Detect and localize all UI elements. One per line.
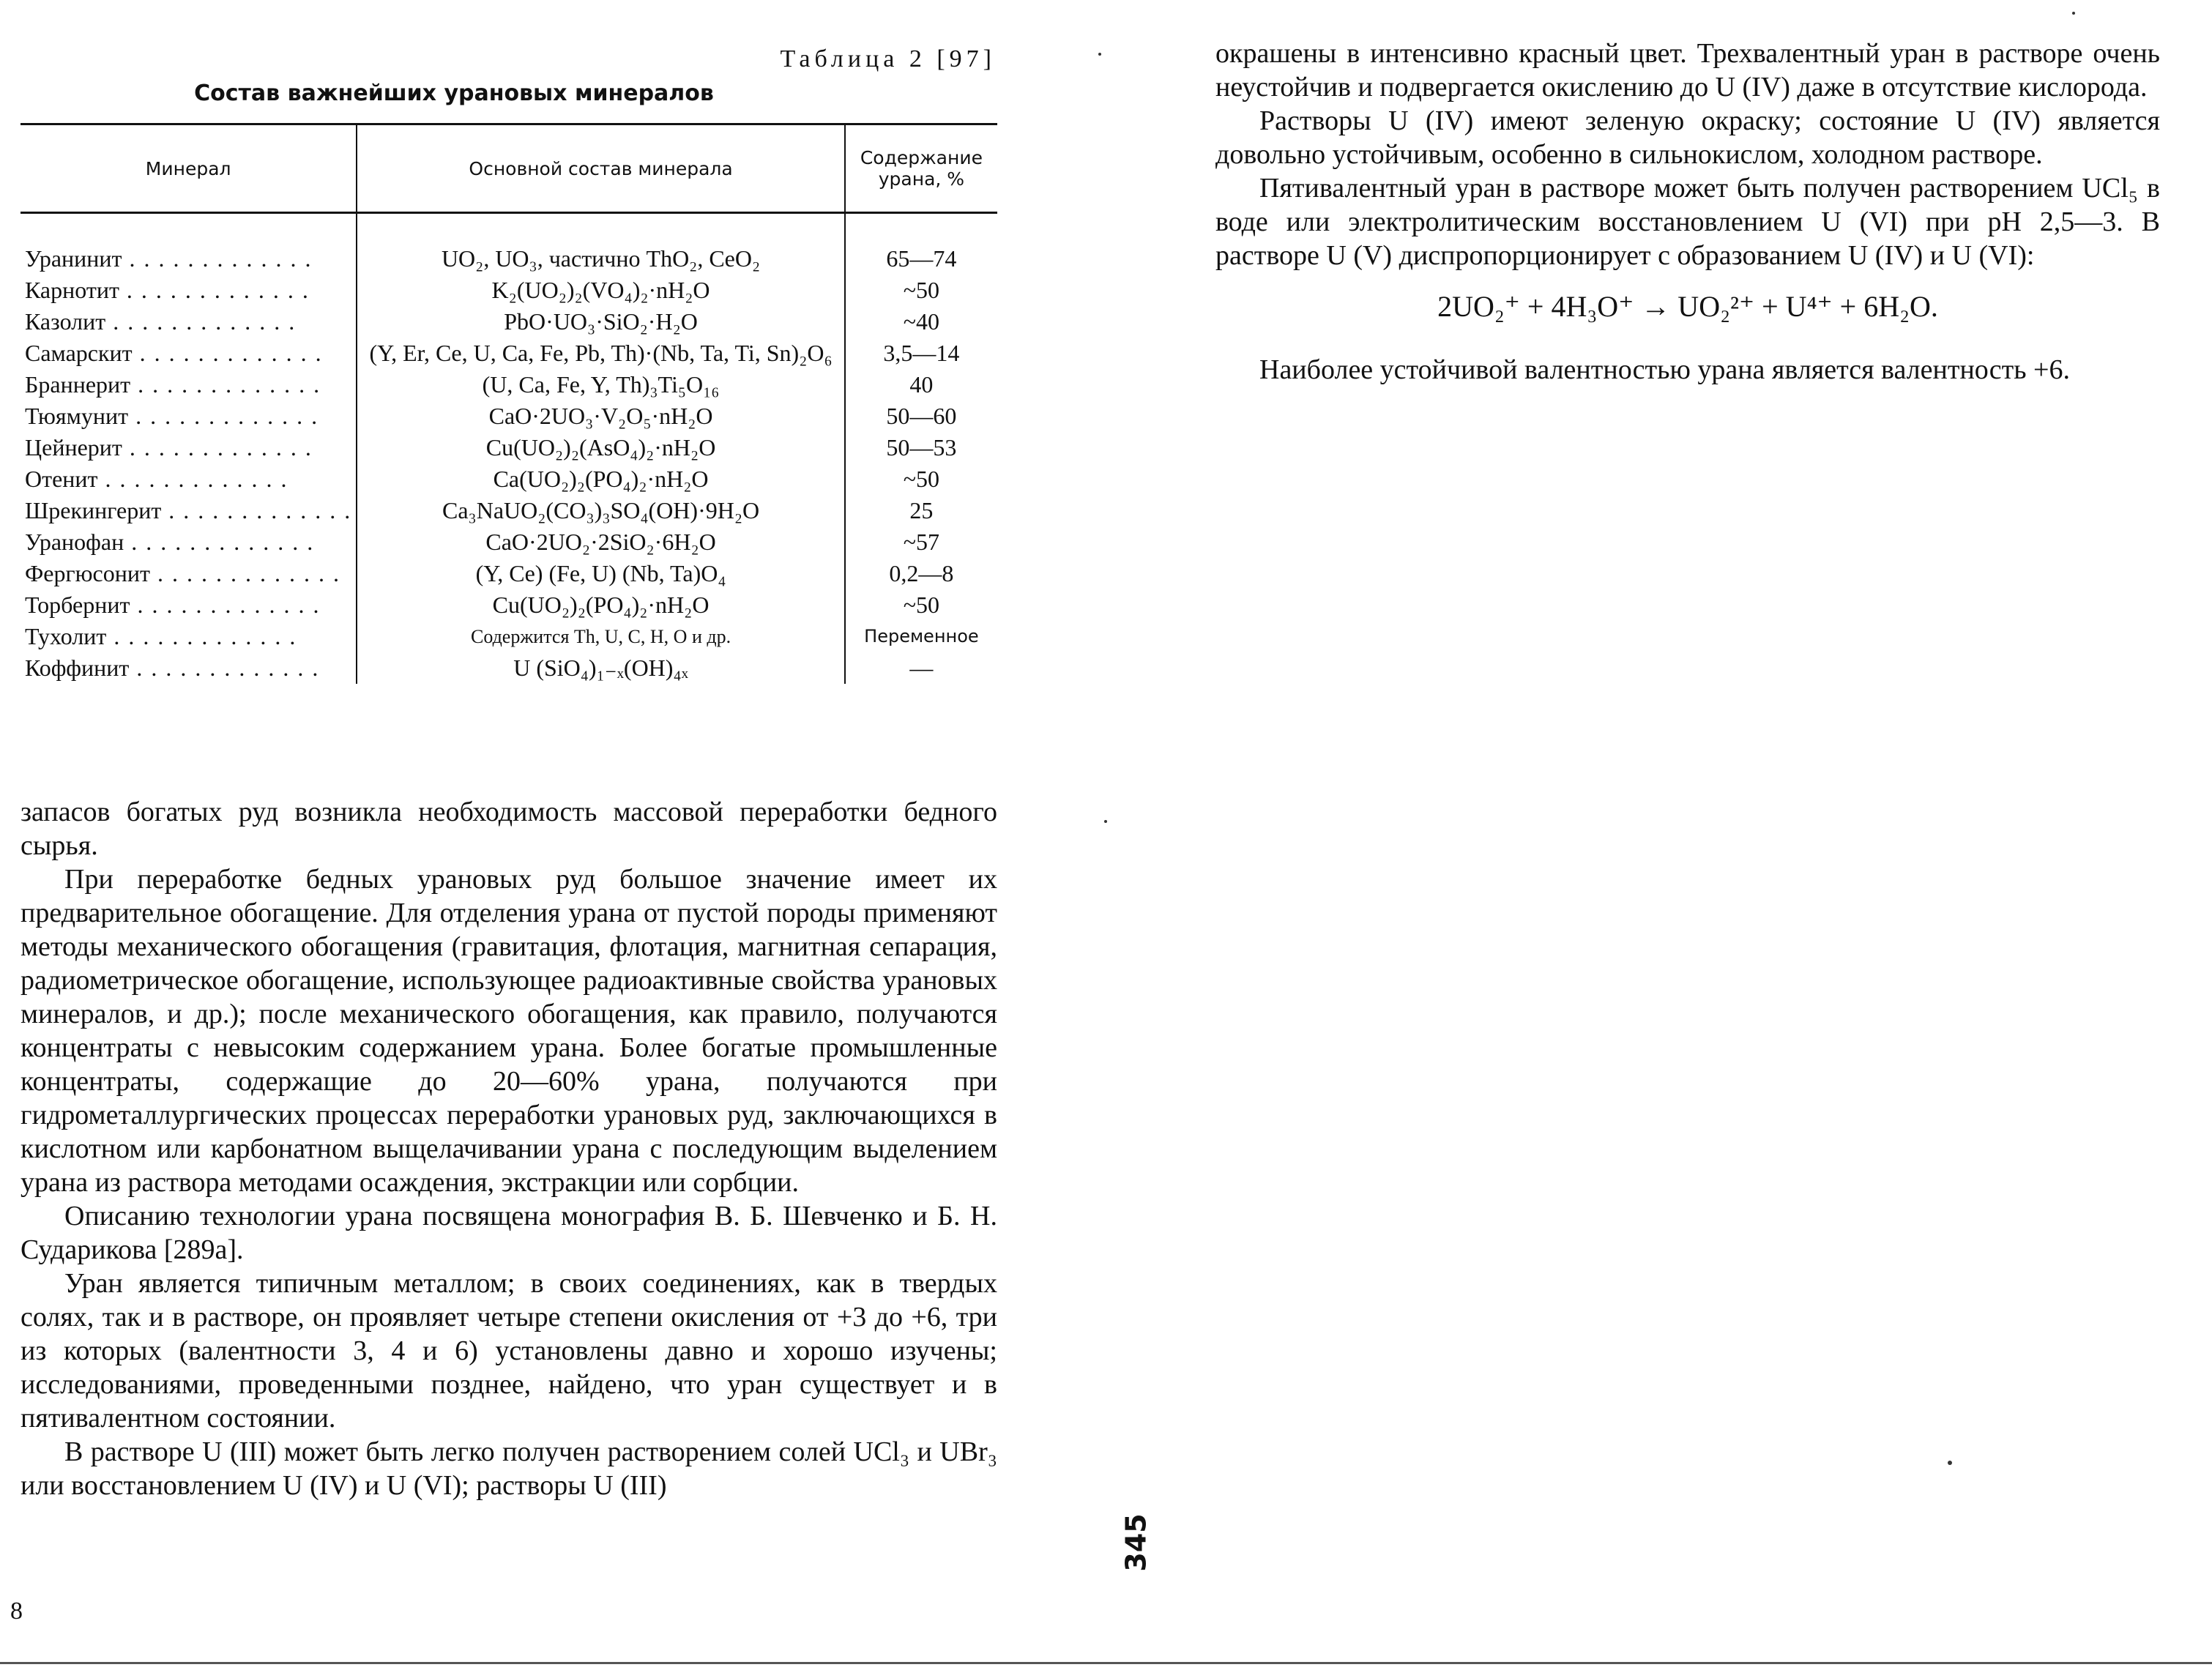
paragraph: Пятивалентный уран в растворе может быть получен растворением UCl₅ в воде или электролитическим восстановлением U (VI) при pH 2,5—3. В растворе U (V) диспропорционирует с образованием U (IV) и U (VI): (1215, 173, 2161, 271)
page-number-right: 345 (1120, 1513, 1152, 1572)
mineral-composition: (U, Ca, Fe, Y, Th)₃Ti₅O₁₆ (357, 369, 845, 400)
paragraph: Наиболее устойчивой валентностью урана является валентность +6. (1259, 354, 2070, 385)
right-page (1142, 0, 2212, 1670)
header-content: Содержание урана, % (845, 124, 997, 213)
table-row (21, 621, 997, 652)
table-row (21, 400, 997, 432)
table-row (21, 243, 997, 275)
mineral-name: Уранофан (25, 529, 124, 555)
header-mineral: Минерал (21, 124, 357, 213)
mineral-name: Уранинит (25, 245, 122, 272)
scan-speck (1104, 820, 1107, 823)
mineral-composition: (Y, Ce) (Fe, U) (Nb, Ta)O₄ (357, 558, 845, 589)
table-row (21, 338, 997, 369)
mineral-name: Тюямунит (25, 403, 129, 429)
right-body-text (1215, 37, 2160, 387)
table-row (21, 495, 997, 526)
scan-speck (2072, 12, 2075, 15)
uranium-content: 3,5—14 (883, 340, 960, 366)
mineral-composition: Cu(UO₂)₂(PO₄)₂·nH₂O (357, 589, 845, 621)
paragraph: Уран является типичным металлом; в своих соединениях, как в твердых солях, так и в растворе, он проявляет четыре степени окисления от +3 до +6, три из которых (валентности 3, 4 и 6) установлены давно и хорошо изучены; исследованиями, проведенными позднее, найдено, что уран существует и в пятивалентном состоянии. (21, 1268, 997, 1434)
uranium-content: — (909, 655, 934, 681)
left-body-text (21, 795, 997, 1502)
mineral-name: Браннерит (25, 371, 131, 398)
uranium-content: 0,2—8 (889, 560, 954, 586)
mineral-name: Тухолит (25, 623, 107, 649)
table-header-row (21, 124, 997, 213)
table-spacer-row (21, 213, 997, 244)
uranium-content: 40 (909, 371, 934, 398)
uranium-content: ~57 (903, 529, 940, 555)
paragraph: Растворы U (IV) имеют зеленую окраску; состояние U (IV) является довольно устойчивым, особенно в сильнокислом, холодном растворе. (1215, 105, 2160, 170)
mineral-composition: Cu(UO₂)₂(AsO₄)₂·nH₂O (357, 432, 845, 463)
mineral-composition: CaO·2UO₃·V₂O₅·nH₂O (357, 400, 845, 432)
mineral-name: Цейнерит (25, 434, 122, 461)
uranium-content: ~50 (903, 466, 940, 492)
mineral-composition: (Y, Er, Ce, U, Ca, Fe, Pb, Th)·(Nb, Ta, Ti, Sn)₂O₆ (357, 338, 845, 369)
left-page (0, 0, 1040, 1670)
uranium-content: Переменное (864, 626, 979, 646)
table-title: Состав важнейших урановых минералов (194, 81, 714, 106)
mineral-composition: PbO·UO₃·SiO₂·H₂O (357, 306, 845, 338)
table-row (21, 589, 997, 621)
mineral-name: Карнотит (25, 277, 119, 303)
mineral-name: Фергюсонит (25, 560, 150, 586)
paragraph: При переработке бедных урановых руд большое значение имеет их предварительное обогащение. Для отделения урана от пустой породы применяют методы механического обогащения (гравитация, флотация, магнитная сепарация, радиометрическое обогащение, использующее радиоактивные свойства урановых минералов, и др.); после механического обогащения, как правило, получаются концентраты с невысоким содержанием урана. Более богатые промышленные концентраты, содержащие до 20—60% урана, получаются при гидрометаллургических процессах переработки урановых руд, заключающихся в кислотном или карбонатном выщелачивании урана с последующим выделением урана из раствора методами осаждения, экстракции или сорбции. (21, 864, 997, 1198)
uranium-content: ~50 (903, 277, 940, 303)
table-label: Таблица 2 [97] (780, 45, 996, 72)
paragraph: Описанию технологии урана посвящена монография В. Б. Шевченко и Б. Н. Сударикова [289а]. (21, 1201, 997, 1265)
bottom-rule (0, 1662, 2212, 1664)
mineral-composition: K₂(UO₂)₂(VO₄)₂·nH₂O (357, 275, 845, 306)
mineral-composition: Содержится Th, U, C, H, O и др. (357, 621, 845, 652)
scan-speck (1098, 53, 1101, 56)
mineral-composition: UO₂, UO₃, частично ThO₂, CeO₂ (357, 243, 845, 275)
table-row (21, 306, 997, 338)
mineral-name: Торбернит (25, 592, 130, 618)
mineral-composition: U (SiO₄)₁₋ₓ(OH)₄ₓ (357, 652, 845, 684)
uranium-content: 50—53 (886, 434, 957, 461)
uranium-content: 25 (909, 497, 934, 523)
table-row (21, 275, 997, 306)
paragraph: запасов богатых руд возникла необходимость массовой переработки бедного сырья. (21, 797, 997, 861)
uranium-content: ~50 (903, 592, 940, 618)
table-row (21, 432, 997, 463)
table-row (21, 558, 997, 589)
mineral-name: Отенит (25, 466, 98, 492)
table-row (21, 652, 997, 684)
mineral-name: Коффинит (25, 655, 130, 681)
mineral-name: Казолит (25, 308, 106, 335)
mineral-composition: Ca₃NaUO₂(CO₃)₃SO₄(OH)·9H₂O (357, 495, 845, 526)
mineral-name: Шрекингерит (25, 497, 162, 523)
uranium-content: 65—74 (886, 245, 957, 272)
page-number-left: 8 (10, 1598, 23, 1625)
paragraph: окрашены в интенсивно красный цвет. Трехвалентный уран в растворе очень неустойчив и подвергается окислению до U (IV) даже в отсутствие кислорода. (1215, 38, 2160, 102)
paragraph: В растворе U (III) может быть легко получен растворением солей UCl₃ и UBr₃ или восстановлением U (IV) и U (VI); растворы U (III) (21, 1436, 997, 1501)
uranium-content: ~40 (903, 308, 940, 335)
mineral-composition: Ca(UO₂)₂(PO₄)₂·nH₂O (357, 463, 845, 495)
uranium-content: 50—60 (886, 403, 957, 429)
disproportionation-equation: 2UO₂⁺ + 4H₃O⁺ → UO₂²⁺ + U⁴⁺ + 6H₂O. (1437, 290, 1938, 323)
mineral-composition: CaO·2UO₂·2SiO₂·6H₂O (357, 526, 845, 558)
table-row (21, 463, 997, 495)
header-composition: Основной состав минерала (357, 124, 845, 213)
table-row (21, 526, 997, 558)
mineral-name: Самарскит (25, 340, 133, 366)
minerals-table (21, 123, 997, 684)
scan-speck (1948, 1461, 1952, 1465)
table-row (21, 369, 997, 400)
